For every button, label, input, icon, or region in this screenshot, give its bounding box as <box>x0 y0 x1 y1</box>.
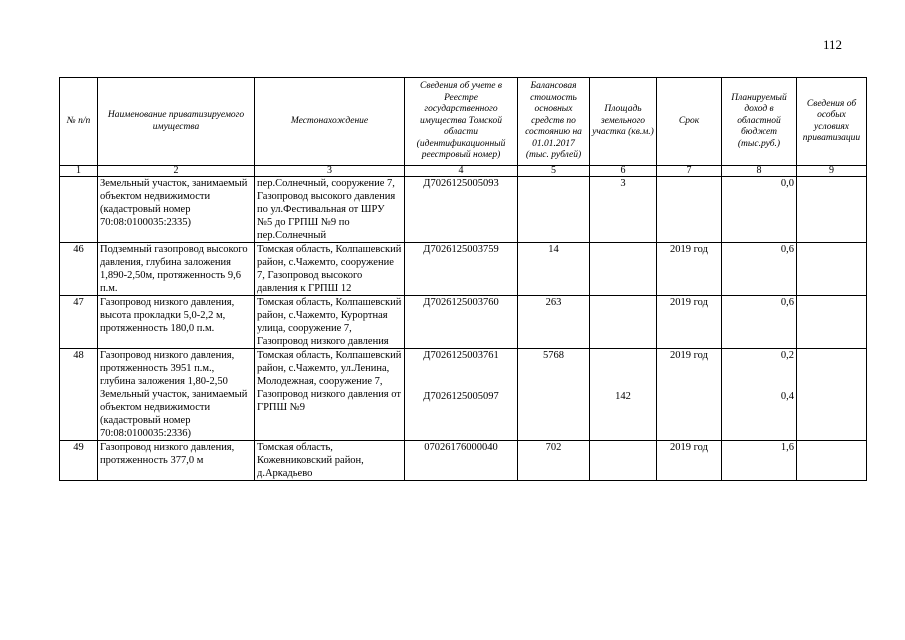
planned-income: 0,6 <box>722 296 797 349</box>
column-number: 6 <box>590 166 657 177</box>
property-location: Томская область, Кожевниковский район, д.Аркадьево <box>255 441 405 481</box>
land-area <box>590 349 657 441</box>
planned-income <box>722 349 797 441</box>
special-conditions <box>797 441 867 481</box>
property-name-land: Земельный участок, занимаемый объектом недвижимости (кадастровый номер 70:08:0100035:2336) <box>100 389 248 439</box>
table-row <box>60 296 867 349</box>
column-number: 9 <box>797 166 867 177</box>
balance-value <box>518 177 590 243</box>
table-row <box>60 243 867 296</box>
registry-number: Д7026125003760 <box>405 296 518 349</box>
term: 2019 год <box>657 243 722 296</box>
property-name: Подземный газопровод высокого давления, глубина заложения 1,890-2,50м, протяженность 9,6 п.м. <box>98 243 255 296</box>
planned-income-land: 0,4 <box>780 391 794 402</box>
table-row <box>60 349 867 441</box>
header-cell: № п/п <box>60 78 98 166</box>
term: 2019 год <box>657 296 722 349</box>
property-name: Газопровод низкого давления, протяженность 377,0 м <box>98 441 255 481</box>
property-name: Газопровод низкого давления, высота прокладки 5,0-2,2 м, протяженность 180,0 п.м. <box>98 296 255 349</box>
header-row <box>60 78 867 166</box>
column-number-row <box>60 166 867 177</box>
column-number: 2 <box>98 166 255 177</box>
header-cell: Наименование приватизируемого имущества <box>98 78 255 166</box>
property-location: Томская область, Колпашевский район, с.Чажемто, Курортная улица, сооружение 7, Газопровод низкого давления <box>255 296 405 349</box>
property-name-pipeline: Газопровод низкого давления, протяженность 3951 п.м., глубина заложения 1,80-2,50 <box>100 350 235 387</box>
row-number <box>60 177 98 243</box>
header-cell: Сведения об особых условиях приватизации <box>797 78 867 166</box>
registry-number <box>405 349 518 441</box>
property-name: Земельный участок, занимаемый объектом недвижимости (кадастровый номер 70:08:0100035:2335) <box>98 177 255 243</box>
land-area <box>590 441 657 481</box>
table-row <box>60 177 867 243</box>
header-cell: Площадь земельного участка (кв.м.) <box>590 78 657 166</box>
row-number: 48 <box>60 349 98 441</box>
spacer <box>592 377 654 390</box>
planned-income: 0,6 <box>722 243 797 296</box>
column-number: 4 <box>405 166 518 177</box>
table-row <box>60 441 867 481</box>
row-number: 47 <box>60 296 98 349</box>
registry-number-pipeline: Д7026125003761 <box>423 350 499 361</box>
balance-value: 263 <box>518 296 590 349</box>
special-conditions <box>797 349 867 441</box>
planned-income-pipeline: 0,2 <box>780 350 794 361</box>
row-number: 46 <box>60 243 98 296</box>
property-location: пер.Солнечный, сооружение 7, Газопровод высокого давления по ул.Фестивальная от ШРУ №5 до ГРПШ №9 по пер.Солнечный <box>255 177 405 243</box>
page-number: 112 <box>823 37 843 52</box>
header-cell: Балансовая стоимость основных средств по состоянию на 01.01.2017 (тыс. рублей) <box>518 78 590 166</box>
land-area-value: 142 <box>615 391 631 402</box>
special-conditions <box>797 296 867 349</box>
land-area: 3 <box>590 177 657 243</box>
land-area <box>590 243 657 296</box>
property-location: Томская область, Колпашевский район, с.Чажемто, ул.Ленина, Молодежная, сооружение 7, Газопровод низкого давления от ГРПШ №9 <box>255 349 405 441</box>
registry-number: Д7026125003759 <box>405 243 518 296</box>
land-area <box>590 296 657 349</box>
column-number: 8 <box>722 166 797 177</box>
spacer <box>724 362 794 390</box>
header-cell: Местонахождение <box>255 78 405 166</box>
property-name <box>98 349 255 441</box>
special-conditions <box>797 177 867 243</box>
balance-value: 702 <box>518 441 590 481</box>
balance-value: 14 <box>518 243 590 296</box>
term <box>657 177 722 243</box>
column-number: 7 <box>657 166 722 177</box>
column-number: 5 <box>518 166 590 177</box>
header-cell: Срок <box>657 78 722 166</box>
registry-number: 07026176000040 <box>405 441 518 481</box>
term: 2019 год <box>657 441 722 481</box>
spacer <box>407 362 515 390</box>
property-location: Томская область, Колпашевский район, с.Чажемто, сооружение 7, Газопровод высокого давления к ГРПШ 12 <box>255 243 405 296</box>
special-conditions <box>797 243 867 296</box>
column-number: 1 <box>60 166 98 177</box>
registry-number-land: Д7026125005097 <box>423 391 499 402</box>
planned-income: 1,6 <box>722 441 797 481</box>
term: 2019 год <box>657 349 722 441</box>
planned-income: 0,0 <box>722 177 797 243</box>
registry-number: Д7026125005093 <box>405 177 518 243</box>
balance-value: 5768 <box>518 349 590 441</box>
header-cell: Планируемый доход в областной бюджет (тыс.руб.) <box>722 78 797 166</box>
privatization-table <box>59 77 867 481</box>
row-number: 49 <box>60 441 98 481</box>
header-cell: Сведения об учете в Реестре государственного имущества Томской области (идентификационный реестровый номер) <box>405 78 518 166</box>
column-number: 3 <box>255 166 405 177</box>
spacer <box>592 349 654 377</box>
